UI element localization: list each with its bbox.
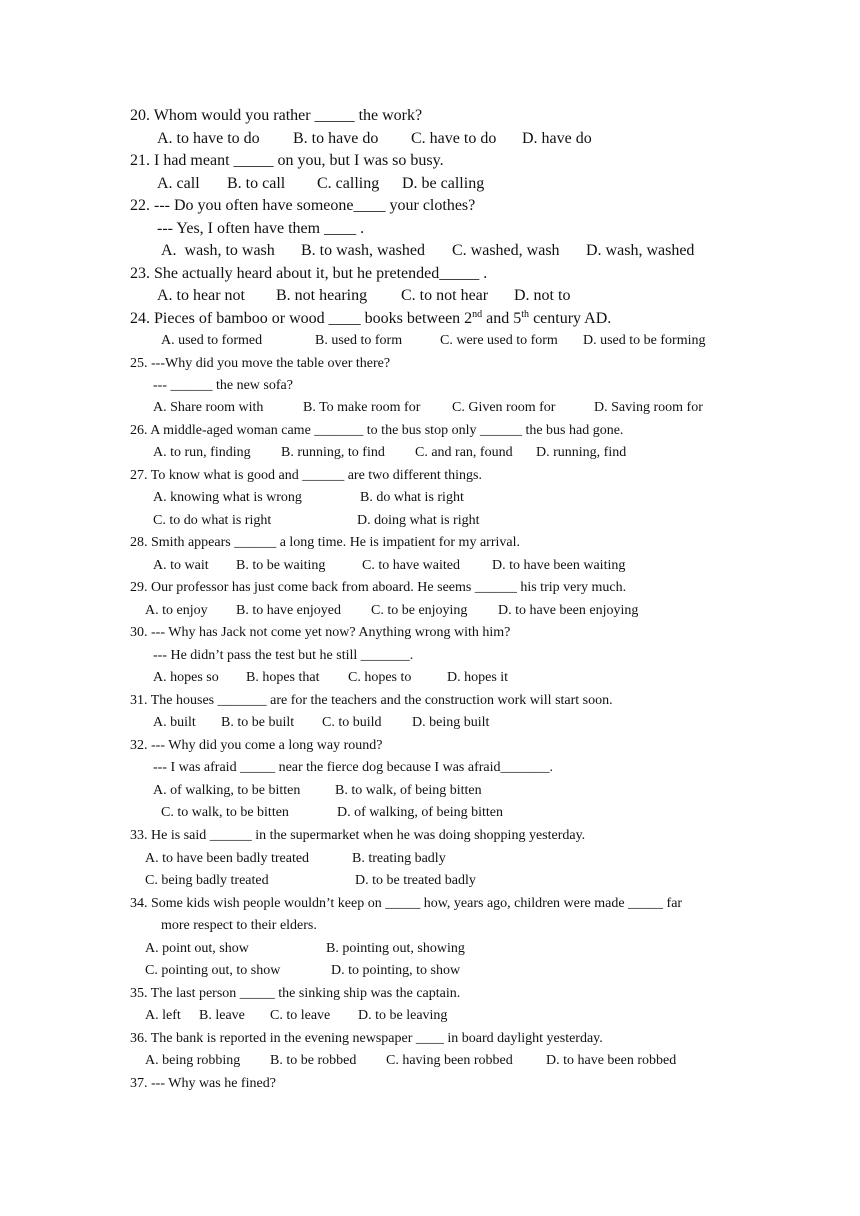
q29-option-a: A. to enjoy [145,603,208,618]
q30-option-c: C. hopes to [348,670,412,685]
q21-option-a: A. call [157,175,200,192]
q34-option-a: A. point out, show [145,941,249,956]
q27-option-a: A. knowing what is wrong [153,490,302,505]
q36-option-a: A. being robbing [145,1053,241,1068]
q29-stem: 29. Our professor has just come back from aboard. He seems ______ his trip very much. [130,580,627,595]
q36-option-d: D. to have been robbed [546,1053,677,1068]
q32-stem-reply: --- I was afraid _____ near the fierce dog because I was afraid_______. [153,760,553,775]
q26-option-d: D. running, find [536,445,627,460]
q33-option-a: A. to have been badly treated [145,851,310,866]
q26-option-c: C. and ran, found [415,445,513,460]
q22-stem-reply: --- Yes, I often have them ____ . [157,220,365,237]
q36-option-b: B. to be robbed [270,1053,357,1068]
q20-option-b: B. to have do [293,130,379,147]
q24-stem-part-c: century AD. [529,310,612,327]
q28-stem: 28. Smith appears ______ a long time. He is impatient for my arrival. [130,535,520,550]
q28-option-d: D. to have been waiting [492,558,626,573]
q35-option-c: C. to leave [270,1008,331,1023]
q27-option-d: D. doing what is right [357,513,480,528]
q22-stem: 22. --- Do you often have someone____ your clothes? [130,197,476,214]
q30-stem-reply: --- He didn’t pass the test but he still _______. [153,648,414,663]
q37-stem: 37. --- Why was he fined? [130,1076,276,1091]
q24-superscript-nd: nd [472,309,483,320]
q22-option-c: C. washed, wash [452,242,560,259]
q24-option-a: A. used to formed [161,333,263,348]
q25-option-a: A. Share room with [153,400,264,415]
q36-option-c: C. having been robbed [386,1053,513,1068]
q21-stem: 21. I had meant _____ on you, but I was so busy. [130,152,444,169]
q24-option-b: B. used to form [315,333,403,348]
q29-option-d: D. to have been enjoying [498,603,639,618]
q20-option-c: C. have to do [411,130,497,147]
q33-option-d: D. to be treated badly [355,873,476,888]
q30-option-b: B. hopes that [246,670,320,685]
q35-stem: 35. The last person _____ the sinking ship was the captain. [130,986,461,1001]
q21-option-b: B. to call [227,175,286,192]
q24-stem [130,311,611,327]
q34-stem-continued: more respect to their elders. [161,918,317,933]
q21-option-c: C. calling [317,175,380,192]
q21-option-d: D. be calling [402,175,485,192]
q25-stem: 25. ---Why did you move the table over there? [130,356,391,371]
q31-option-a: A. built [153,715,196,730]
q24-stem-part-a: 24. Pieces of bamboo or wood ____ books between 2 [130,310,473,327]
q27-option-c: C. to do what is right [153,513,272,528]
q32-option-b: B. to walk, of being bitten [335,783,482,798]
q31-option-c: C. to build [322,715,382,730]
q32-option-a: A. of walking, to be bitten [153,783,301,798]
q28-option-c: C. to have waited [362,558,460,573]
q35-option-d: D. to be leaving [358,1008,448,1023]
q34-stem: 34. Some kids wish people wouldn’t keep on _____ how, years ago, children were made _____ far [130,896,683,911]
q34-option-b: B. pointing out, showing [326,941,465,956]
q30-option-a: A. hopes so [153,670,219,685]
q31-option-b: B. to be built [221,715,295,730]
q29-option-c: C. to be enjoying [371,603,468,618]
q34-option-d: D. to pointing, to show [331,963,461,978]
q24-superscript-th: th [521,309,530,320]
q25-option-d: D. Saving room for [594,400,703,415]
q33-stem: 33. He is said ______ in the supermarket when he was doing shopping yesterday. [130,828,586,843]
q32-option-d: D. of walking, of being bitten [337,805,504,820]
q20-option-d: D. have do [522,130,592,147]
q20-option-a: A. to have to do [157,130,260,147]
q23-option-a: A. to hear not [157,287,245,304]
q35-option-a: A. left [145,1008,181,1023]
q25-option-c: C. Given room for [452,400,556,415]
q34-option-c: C. pointing out, to show [145,963,281,978]
q23-stem: 23. She actually heard about it, but he pretended_____ . [130,265,488,282]
q22-option-b: B. to wash, washed [301,242,425,259]
q29-option-b: B. to have enjoyed [236,603,341,618]
q30-stem: 30. --- Why has Jack not come yet now? Anything wrong with him? [130,625,511,640]
q23-option-d: D. not to [514,287,571,304]
q32-option-c: C. to walk, to be bitten [161,805,289,820]
q33-option-b: B. treating badly [352,851,446,866]
q35-option-b: B. leave [199,1008,245,1023]
q26-option-b: B. running, to find [281,445,385,460]
q28-option-a: A. to wait [153,558,209,573]
q23-option-c: C. to not hear [401,287,489,304]
q30-option-d: D. hopes it [447,670,509,685]
q22-option-a: A. wash, to wash [161,242,275,259]
q33-option-c: C. being badly treated [145,873,269,888]
q31-option-d: D. being built [412,715,490,730]
q31-stem: 31. The houses _______ are for the teachers and the construction work will start soon. [130,693,613,708]
q27-option-b: B. do what is right [360,490,464,505]
q25-stem-reply: --- ______ the new sofa? [153,378,293,393]
q26-option-a: A. to run, finding [153,445,251,460]
q27-stem: 27. To know what is good and ______ are two different things. [130,468,482,483]
q24-stem-part-b: and 5 [482,310,522,327]
q28-option-b: B. to be waiting [236,558,326,573]
q32-stem: 32. --- Why did you come a long way round? [130,738,383,753]
q36-stem: 36. The bank is reported in the evening newspaper ____ in board daylight yesterday. [130,1031,603,1046]
q20-stem: 20. Whom would you rather _____ the work? [130,107,423,124]
q26-stem: 26. A middle-aged woman came _______ to the bus stop only ______ the bus had gone. [130,423,624,438]
q25-option-b: B. To make room for [303,400,421,415]
q24-option-c: C. were used to form [440,333,558,348]
q23-option-b: B. not hearing [276,287,368,304]
q24-option-d: D. used to be forming [583,333,706,348]
q22-option-d: D. wash, washed [586,242,695,259]
